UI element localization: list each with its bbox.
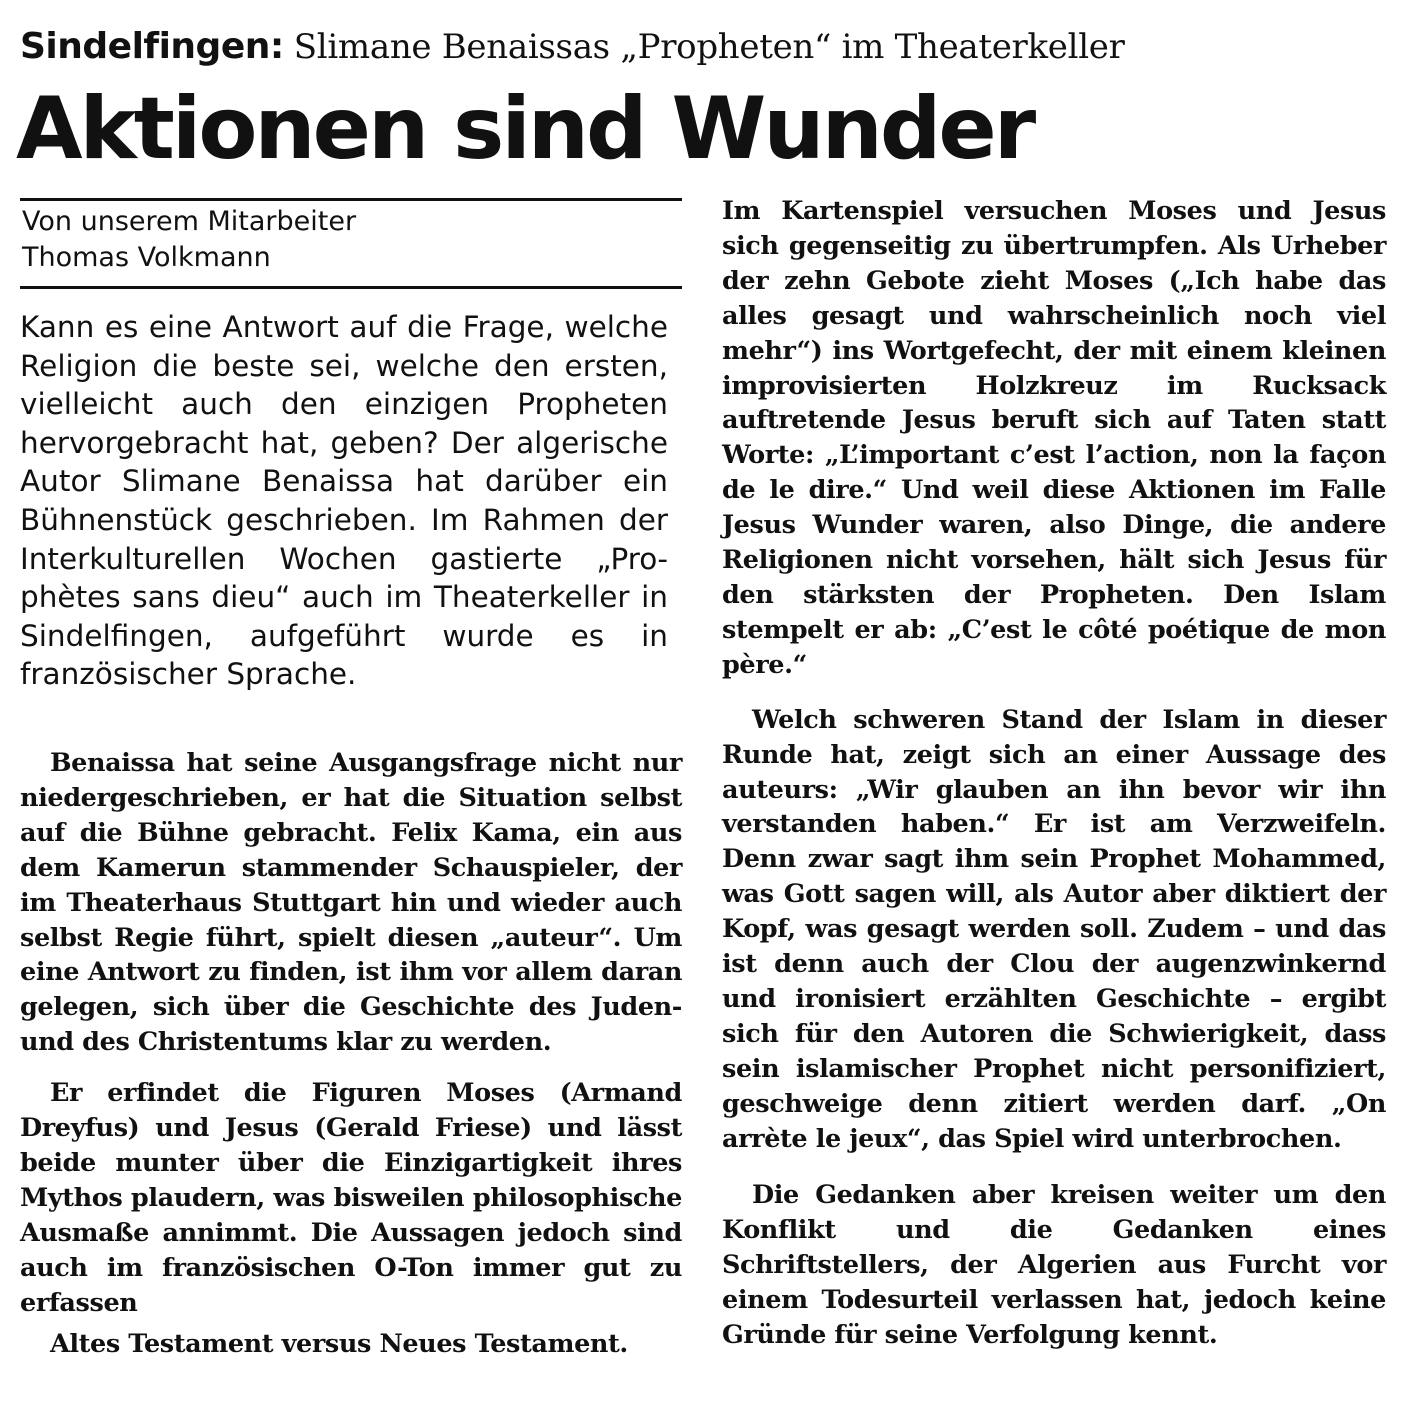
headline: Aktionen sind Wunder: [16, 79, 1034, 179]
body-paragraph: Im Kartenspiel versuchen Moses und Jesus sich gegenseitig zu übertrumpfen. Als Urheber der zehn Gebote zieht Moses („Ich habe das alles gesagt und wahrscheinlich noch viel mehr“) ins Wortgefecht, der mit einem kleinen improvisierten Holzkreuz im Rucksack auftretende Jesus beruft sich auf Taten statt Worte: „L’important c’est l’action, non la façon de le dire.“ Und weil diese Aktionen im Falle Jesus Wunder waren, also Dinge, die andere Religionen nicht vorsehen, hält sich Jesus für den stärksten der Propheten. Den Islam stempelt er ab: „C’est le côté poétique de mon père.“: [722, 196, 1386, 680]
body-paragraph: Benaissa hat seine Ausgangsfrage nicht nur niedergeschrieben, er hat die Situation selbst auf die Bühne gebracht. Felix Kama, ein aus dem Kamerun stammender Schauspieler, der im Theaterhaus Stuttgart hin und wieder auch selbst Regie führt, spielt diesen „auteur“. Um eine Antwort zu finden, ist ihm vor allem daran gelegen, sich über die Geschichte des Juden- und des Christentums klar zu werden.: [20, 748, 682, 1058]
byline: [22, 204, 672, 276]
byline-top-rule: [20, 198, 682, 201]
body-paragraph: Altes Testament versus Neues Testament.: [50, 1328, 628, 1359]
body-paragraph: Welch schweren Stand der Islam in dieser Runde hat, zeigt sich an einer Aussage des auteurs: „Wir glauben an ihn bevor wir ihn verstanden haben.“ Er ist am Verzweifeln. Denn zwar sagt ihm sein Prophet Mohammed, was Gott sagen will, als Autor aber diktiert der Kopf, was gesagt werden soll. Zudem – und das ist denn auch der Clou der augenzwinkernd und ironisiert erzählten Geschichte – ergibt sich für den Autoren die Schwierigkeit, dass sein islamischer Prophet nicht personifiziert, geschweige denn zitiert werden darf. „On arrète le jeux“, das Spiel wird unterbrochen.: [722, 704, 1386, 1154]
kicker-topic: Slimane Benaissas „Propheten“ im Theaterkeller: [293, 27, 1125, 67]
kicker-line: [20, 18, 1400, 72]
body-paragraph: Er erfindet die Figuren Moses (Armand Dreyfus) und Jesus (Gerald Friese) und lässt beide munter über die Einzigartigkeit ihres Mythos plaudern, was bisweilen philosophische Ausmaße annimmt. Die Aussagen jedoch sind auch im französischen O-Ton immer gut zu erfassen: [20, 1078, 682, 1318]
byline-author: Thomas Volkmann: [22, 242, 271, 273]
lead-paragraph: Kann es eine Antwort auf die Frage, welche Religion die beste sei, welche den ersten, vielleicht auch den einzigen Propheten hervorgebracht hat, geben? Der algerische Autor Slimane Benaissa hat darüber ein Bühnenstück geschrieben. Im Rahmen der Interkulturellen Wochen gastierte „Prophètes sans dieu“ auch im Theaterkeller in Sindelfingen, aufgeführt wurde es in französischer Sprache.: [20, 310, 668, 692]
body-column-left: [20, 746, 682, 1361]
body-column-right: [722, 194, 1386, 1353]
byline-bottom-rule: [20, 286, 682, 289]
kicker-place: Sindelfingen:: [20, 26, 284, 67]
byline-line-1: Von unserem Mitarbeiter: [22, 206, 357, 237]
body-paragraph: Die Gedanken aber kreisen weiter um den Konflikt und die Gedanken eines Schriftstellers, der Algerien aus Furcht vor einem Todesurteil verlassen hat, jedoch keine Gründe für seine Verfolgung kennt.: [722, 1180, 1386, 1351]
